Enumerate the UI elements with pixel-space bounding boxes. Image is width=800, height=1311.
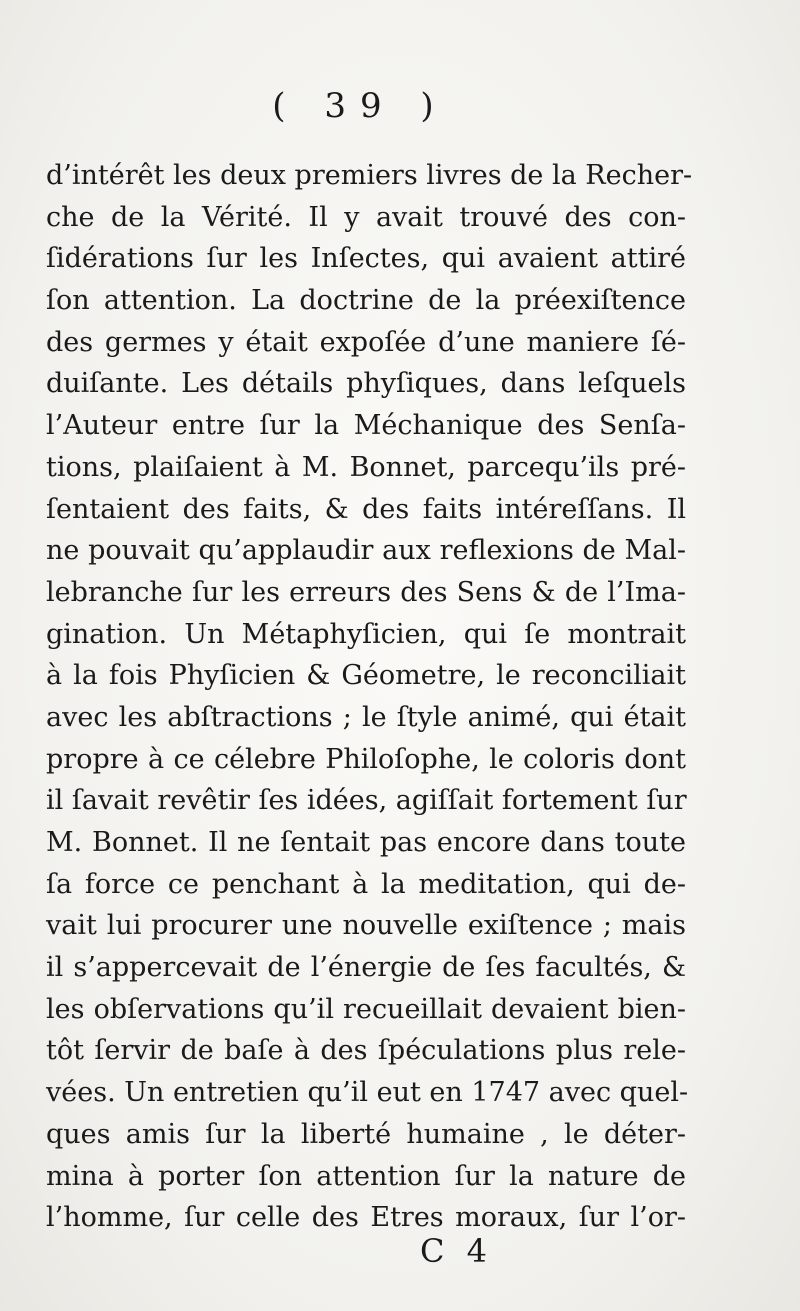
text-line: ſon attention. La doctrine de la préexiſtence: [46, 285, 686, 317]
text-line: avec les abſtractions ; le ſtyle animé, qui était: [46, 701, 686, 733]
text-line: l’Auteur entre ſur la Méchanique des Senſa-: [46, 410, 686, 442]
text-line: duiſante. Les détails phyſiques, dans leſquels: [46, 368, 686, 400]
text-line: des germes y était expoſée d’une maniere ſé-: [46, 326, 686, 358]
text-line: il ſavait revêtir ſes idées, agiſſait fortement ſur: [46, 785, 687, 817]
text-line: vait lui procurer une nouvelle exiſtence ; mais: [46, 910, 686, 942]
text-line: à la fois Phyſicien & Géometre, le reconciliait: [46, 660, 686, 692]
text-line: vées. Un entretien qu’il eut en 1747 avec quel-: [46, 1077, 689, 1109]
text-line: mina à porter ſon attention ſur la nature de: [46, 1160, 686, 1192]
text-line: M. Bonnet. Il ne ſentait pas encore dans toute: [46, 827, 686, 858]
body-text: [46, 155, 693, 1239]
text-line: propre à ce célebre Philoſophe, le coloris dont: [46, 743, 686, 775]
text-line: ne pouvait qu’applaudir aux reflexions de Mal-: [46, 535, 686, 567]
text-line: che de la Vérité. Il y avait trouvé des con-: [46, 201, 686, 233]
text-line: d’intérêt les deux premiers livres de la Recher-: [46, 160, 693, 191]
page-number: ( 39 ): [272, 86, 448, 126]
signature-mark: C 4: [420, 1232, 494, 1270]
text-line: lebranche ſur les erreurs des Sens & de l’Ima-: [46, 576, 686, 608]
text-line: les obſervations qu’il recueillait devaient bien-: [46, 993, 686, 1025]
text-line: ſentaient des faits, & des faits intéreſſans. Il: [46, 493, 686, 525]
text-line: l’homme, ſur celle des Etres moraux, ſur l’or-: [46, 1202, 686, 1234]
text-line: il s’appercevait de l’énergie de ſes facultés, &: [46, 952, 686, 984]
text-line: gination. Un Métaphyſicien, qui ſe montrait: [46, 618, 686, 650]
text-line: ſa force ce penchant à la meditation, qui de-: [46, 868, 686, 900]
text-line: tôt ſervir de baſe à des ſpéculations plus rele-: [46, 1035, 686, 1067]
text-line: tions, plaiſaient à M. Bonnet, parcequ’ils pré-: [46, 451, 686, 483]
text-line: ques amis ſur la liberté humaine , le déter-: [46, 1118, 686, 1150]
text-line: ſidérations ſur les Inſectes, qui avaient attiré: [46, 243, 686, 275]
